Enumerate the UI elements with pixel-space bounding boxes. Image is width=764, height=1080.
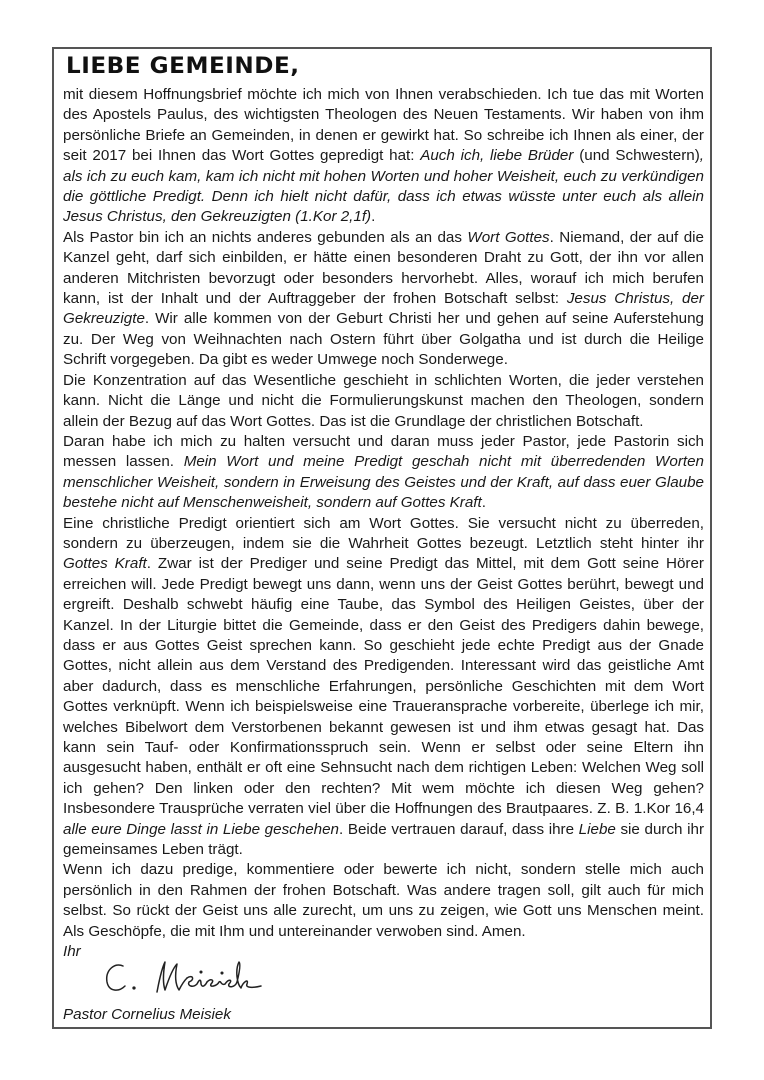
paragraph-text: Die Konzentration auf das Wesentliche geschieht in schlichten Worten, die jeder verstehen kann. Nicht die Länge und nicht die Formulierungskunst machen den Theologen, sondern allein der Bezug auf das Wort Gottes. Das ist die Grundlage der christlichen Botschaft.	[63, 371, 704, 430]
paragraph-text: mit diesem Hoffnungsbrief möchte ich mich von Ihnen verabschieden. Ich tue das mit Worten des Apostels Paulus, des wichtigsten Theologen des Neuen Testaments. Wir haben von ihm persönliche Briefe an Gemeinden, in denen er gewirkt hat. So schreibe ich Ihnen als einer, der seit 2017 bei Ihnen das Wort Gottes gepredigt hat:	[63, 86, 704, 165]
paragraph-text: sie durch ihr gemeinsames Leben trägt.	[63, 820, 705, 859]
paragraph-text: Wenn ich dazu predige, kommentiere oder bewerte ich nicht, sondern stelle mich auch persönlich in den Rahmen der frohen Botschaft. Was andere tragen soll, gilt auch für mich selbst. So rückt der Geist uns alle zurecht, um uns zu zeigen, wie Gott uns Menschen meint. Als Geschöpfe, die mit Ihm und untereinander verwoben sind. Amen.	[63, 861, 704, 940]
italic-quote: Wort Gottes	[467, 228, 550, 246]
letter-frame	[52, 47, 712, 1029]
signer-name: Pastor Cornelius Meisiek	[63, 1006, 231, 1024]
italic-quote: Auch ich, liebe Brüder	[420, 147, 574, 165]
italic-quote: Jesus Christus, der Gekreuzigte	[63, 290, 704, 328]
letter-paragraph	[63, 432, 704, 514]
paragraph-text: . Wir alle kommen von der Geburt Christi her und gehen auf seine Auferstehung zu. Der Weg von Weihnachten nach Ostern führt über Golgatha und ist durch die Heilige Schrift vorgegeben. Da gibt es weder Umwege noch Sonderwege.	[63, 310, 704, 369]
italic-quote: Liebe	[578, 820, 616, 838]
letter-paragraph	[63, 85, 704, 228]
signature-area	[63, 962, 704, 1005]
paragraph-text: . Zwar ist der Prediger und seine Predigt das Mittel, mit dem Gott seine Hörer erreichen will. Jede Predigt bewegt uns dann, wenn uns der Geist Gottes berührt, bewegt und ergreift. Deshalb schwebt häufig eine Taube, das Symbol des Heiligen Geistes, über der Kanzel. In der Liturgie bittet die Gemeinde, dass er den Geist des Predigers dahin bewege, dass er aus Gottes Geist sprechen kann. So geschieht jede echte Predigt aus der Gnade Gottes, nicht allein aus dem Verstand des Predigenden. Interessant wird das geistliche Amt aber dadurch, dass es menschliche Erfahrungen, persönliche Geschichten mit dem Wort Gottes verknüpft. Wenn ich beispielsweise eine Traueransprache vorbereite, überlege ich mir, welches Bibelwort dem Verstorbenen bekannt gewesen ist und ihm etwas gesagt hat. Das kann sein Tauf- oder Konfirmationsspruch sein. Wenn er selbst oder seine Eltern ihn ausgesucht haben, enthält er oft eine Sehnsucht nach dem richtigen Leben: Welchen Weg soll ich gehen? Den linken oder den rechten? Mit wem möchte ich diesen Weg gehen? Insbesondere Trausprüche verraten viel über die Hoffnungen des Brautpaares. Z. B. 1.Kor 16,4	[63, 555, 704, 818]
italic-quote: alle eure Dinge lasst in Liebe geschehen	[63, 820, 339, 838]
letter-paragraph	[63, 514, 704, 861]
paragraph-text: Daran habe ich mich zu halten versucht und daran muss jeder Pastor, jede Pastorin sich messen lassen.	[63, 432, 704, 471]
paragraph-text: . Niemand, der auf die Kanzel geht, darf sich einbilden, er hätte einen besonderen Draht zu Gott, der ihn vor allen anderen Mitchristen bevorzugt oder besonders hervorhebt. Alles, worauf ich mich berufen kann, ist der Inhalt und der Auftraggeber der frohen Botschaft selbst:	[63, 228, 704, 308]
italic-quote: Mein Wort und meine Predigt geschah nicht mit überredenden Worten menschlicher Weisheit, sondern in Erweisung des Geistes und der Kraft, auf dass euer Glaube bestehe nicht auf Menschenweisheit, sondern auf Gottes Kraft	[63, 453, 704, 512]
paragraph-text: Als Pastor bin ich an nichts anderes gebunden als an das	[63, 228, 468, 246]
handwritten-signature-icon	[101, 956, 301, 1000]
paragraph-text: Eine christliche Predigt orientiert sich am Wort Gottes. Sie versucht nicht zu überreden, sondern zu überzeugen, indem sie die Wahrheit Gottes bezeugt. Letztlich steht hinter ihr	[63, 514, 704, 552]
paragraph-text: . Beide vertrauen darauf, dass ihre	[339, 820, 579, 838]
letter-content	[63, 49, 704, 1026]
italic-quote: , als ich zu euch kam, kam ich nicht mit hohen Worten und hoher Weisheit, euch zu verkündigen die göttliche Predigt. Denn ich hielt nicht dafür, dass ich etwas wüsste unter euch als allein Jesus Christus, den Gekreuzigten (1.Kor 2,1f)	[63, 147, 704, 226]
letter-paragraph	[63, 228, 704, 371]
italic-quote: Gottes Kraft	[63, 555, 147, 573]
letter-paragraph	[63, 371, 704, 432]
closing-salutation: Ihr	[63, 943, 81, 961]
letter-heading: LIEBE GEMEINDE,	[66, 54, 300, 79]
letter-body	[63, 85, 704, 942]
paragraph-text: .	[371, 208, 376, 226]
paragraph-text: .	[481, 494, 486, 512]
paragraph-text: (und Schwestern)	[573, 147, 700, 165]
letter-paragraph	[63, 860, 704, 942]
